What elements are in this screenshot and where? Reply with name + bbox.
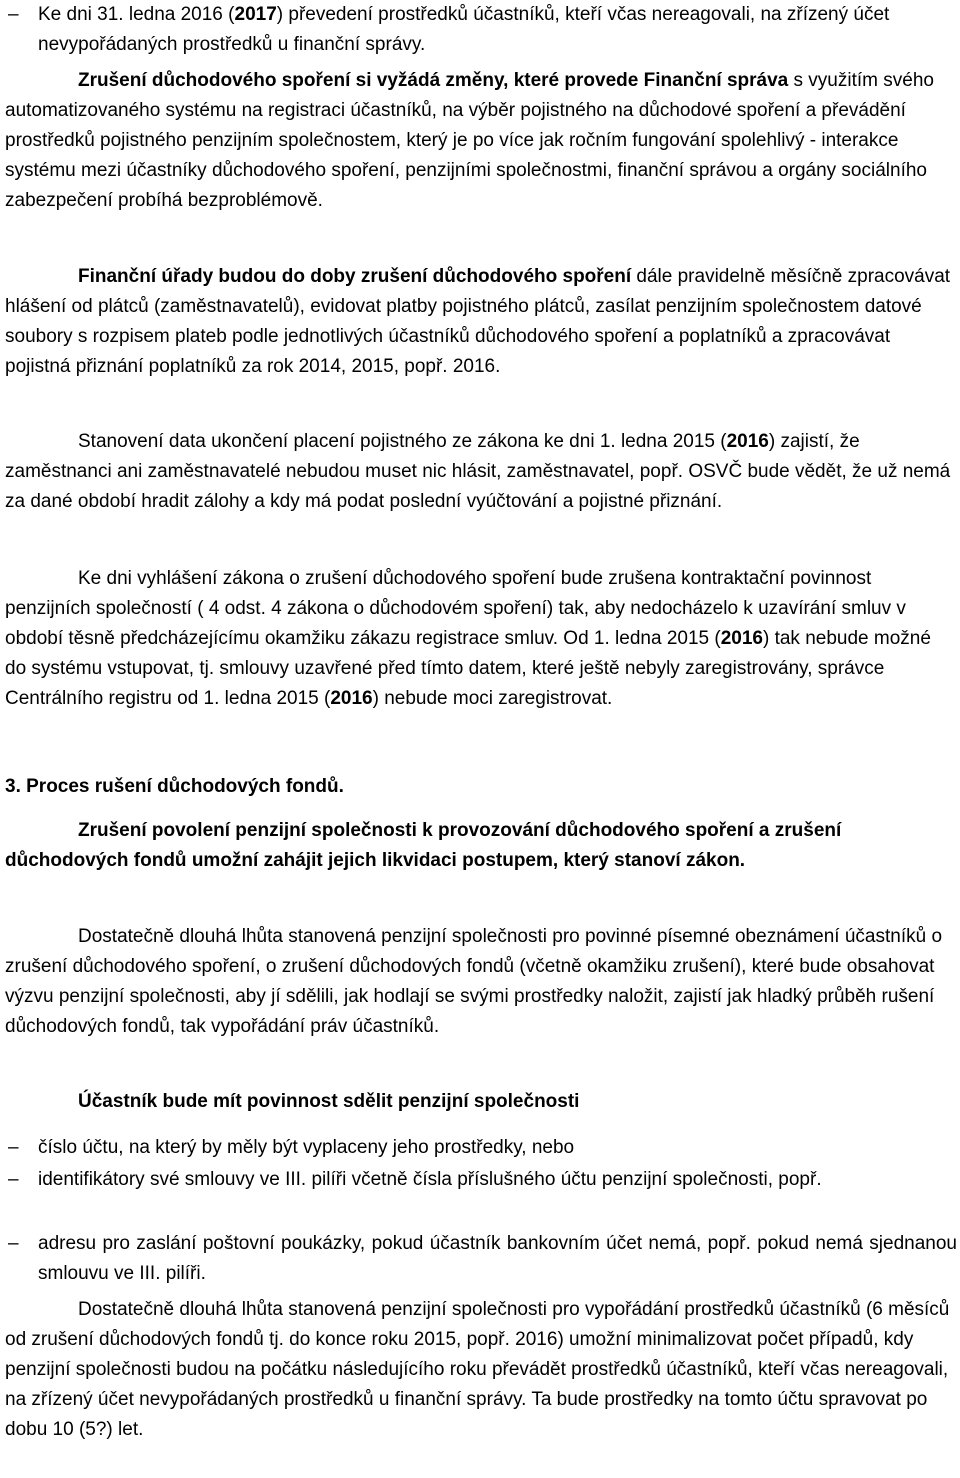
paragraph-notification-deadline: Dostatečně dlouhá lhůta stanovená penzijní společnosti pro povinné písemné obeznámení účastníků o zrušení důchodového spoření, o zrušení důchodových fondů (včetně okamžiku zrušení), které bude obsahovat výzvu penzijní společnosti, aby jí sdělili, jak hodlají se svými prostředky naložit, zajistí jak hladký průběh rušení důchodových fondů, tak vypořádání práv účastníků. (5, 926, 943, 1037)
list-item-text: adresu pro zaslání poštovní poukázky, pokud účastník bankovním účet nemá, popř. pokud nemá sjednanou smlouvu ve III. pilíři. (38, 1233, 957, 1284)
paragraph-license-revocation: Zrušení povolení penzijní společnosti k provozování důchodového spoření a zrušení důchodových fondů umožní zahájit jejich likvidaci postupem, který stanoví zákon. (5, 820, 842, 871)
list-item-text: Ke dni 31. ledna 2016 (2017) převedení prostředků účastníků, kteří včas nereagovali, na zřízený účet nevypořádaných prostředků u finanční správy. (38, 4, 890, 55)
paragraph-settlement-deadline: Dostatečně dlouhá lhůta stanovená penzijní společnosti pro vypořádání prostředků účastníků (6 měsíců od zrušení důchodových fondů tj. do konce roku 2015, popř. 2016) umožní minimalizovat počet případů, kdy penzijní společnosti budou na počátku následujícího roku převádět prostředků účastníků, kteří včas nereagovali, na zřízený účet nevypořádaných prostředků u finanční správy. Ta bude prostředky na tomto účtu spravovat po dobu 10 (5?) let. (5, 1299, 950, 1440)
dash-bullet: – (8, 1233, 19, 1254)
paragraph-payment-end-date: Stanovení data ukončení placení pojistného ze zákona ke dni 1. ledna 2015 (2016) zajistí, že zaměstnanci ani zaměstnavatelé nebudou muset nic hlásit, zaměstnavatel, popř. OSVČ bude vědět, že už nemá za dané období hradit zálohy a kdy má podat poslední vyúčtování a pojistné přiznání. (5, 431, 951, 512)
list-item-text: číslo účtu, na který by měly být vyplaceny jeho prostředky, nebo (38, 1137, 575, 1158)
list-item-transfer-deadline (0, 0, 957, 60)
list-item (0, 1229, 957, 1289)
dash-bullet: – (8, 1169, 19, 1190)
paragraph-participant-obligation-heading: Účastník bude mít povinnost sdělit penzijní společnosti (78, 1091, 580, 1112)
dash-bullet: – (8, 1137, 19, 1158)
list-item (0, 1165, 957, 1195)
section-heading-3: 3. Proces rušení důchodových fondů. (5, 776, 344, 797)
paragraph-contracting-obligation: Ke dni vyhlášení zákona o zrušení důchodového spoření bude zrušena kontraktační povinnost penzijních společností ( 4 odst. 4 zákona o důchodovém spoření) tak, aby nedocházelo k uzavírání smluv v období těsně předcházejícímu okamžiku zákazu registrace smluv. Od 1. ledna 2015 (2016) tak nebude možné do systému vstupovat, tj. smlouvy uzavřené před tímto datem, které ještě nebyly zaregistrovány, správce Centrálního registru od 1. ledna 2015 (2016) nebude moci zaregistrovat. (5, 568, 931, 709)
paragraph-abolition-changes: Zrušení důchodového spoření si vyžádá změny, které provede Finanční správa s využitím svého automatizovaného systému na registraci účastníků, na výběr pojistného na důchodové spoření a převádění prostředků pojistného penzijním společnostem, který je po více jak ročním fungování spolehlivý - interakce systému mezi účastníky důchodového spoření, penzijními společnostmi, finanční správou a orgány sociálního zabezpečení probíhá bezproblémově. (5, 70, 934, 211)
dash-bullet: – (8, 4, 19, 25)
paragraph-tax-offices: Finanční úřady budou do doby zrušení důchodového spoření dále pravidelně měsíčně zpracovávat hlášení od plátců (zaměstnavatelů), evidovat platby pojistného plátců, zasílat penzijním společnostem datové soubory s rozpisem plateb podle jednotlivých účastníků důchodového spoření a poplatníků a zpracovávat pojistná přiznání poplatníků za rok 2014, 2015, popř. 2016. (5, 266, 951, 377)
list-item (0, 1133, 957, 1163)
list-item-text: identifikátory své smlouvy ve III. pilíři včetně čísla příslušného účtu penzijní společnosti, popř. (38, 1169, 822, 1190)
